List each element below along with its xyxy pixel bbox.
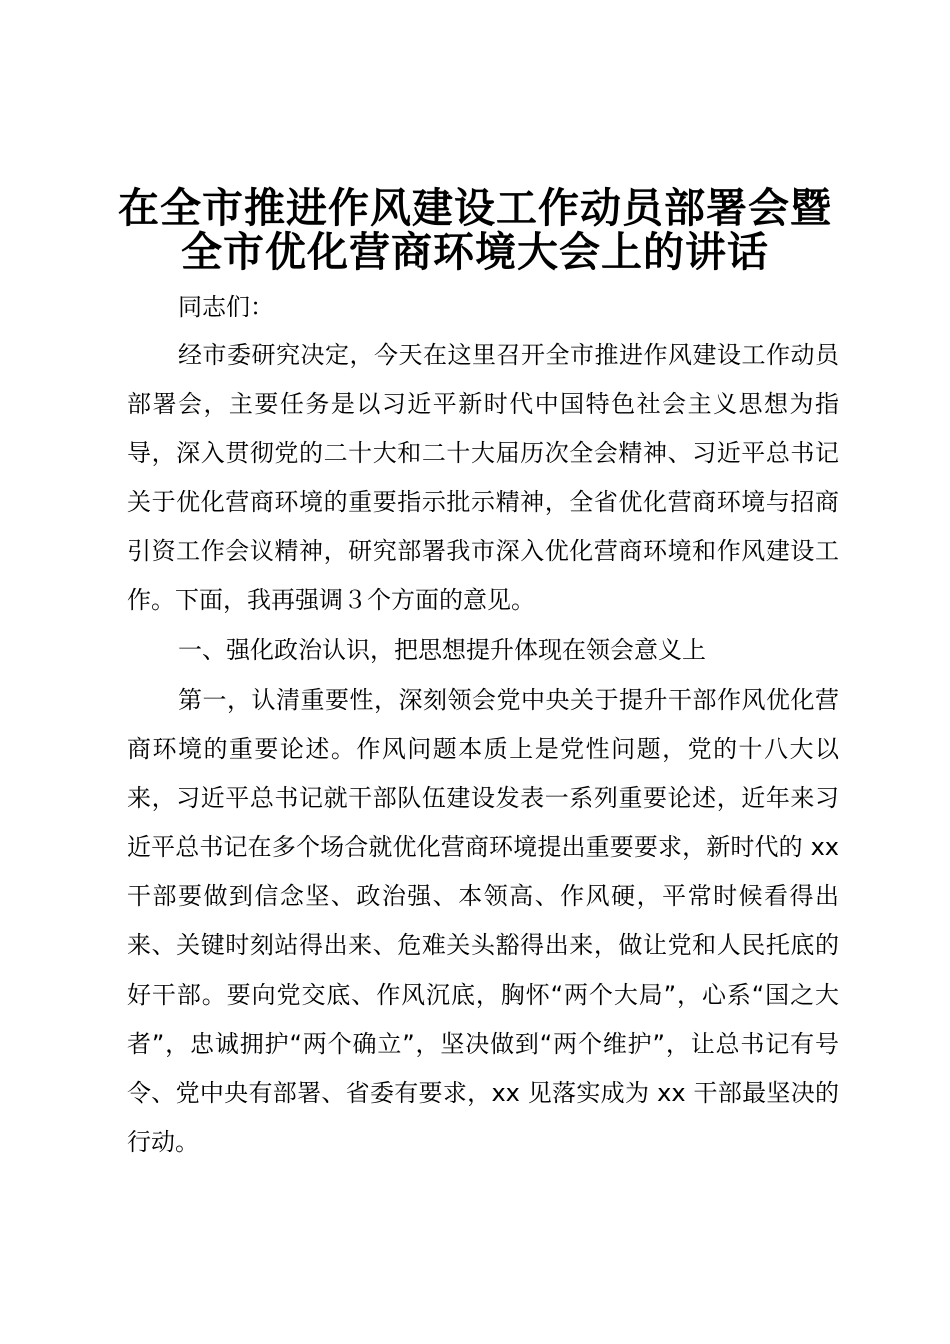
paragraph-first-point: 第一，认清重要性，深刻领会党中央关于提升干部作风优化营商环境的重要论述。作风问题本质上是党性问题，党的十八大以来，习近平总书记就干部队伍建设发表一系列重要论述，近年来习近平总书记在多个场合就优化营商环境提出重要要求，新时代的 xx 干部要做到信念坚、政治强、本领高、作风硬，平常时候看得出来、关键时刻站得出来、危难关头豁得出来，做让党和人民托底的好干部。要向党交底、作风沉底，胸怀“两个大局”，心系“国之大者”，忠诚拥护“两个确立”，坚决做到“两个维护”，让总书记有号令、党中央有部署、省委有要求，xx 见落实成为 xx 干部最坚决的行动。 xyxy=(127,686,839,1156)
section-heading: 一、强化政治认识，把思想提升体现在领会意义上 xyxy=(178,636,706,664)
document-title xyxy=(100,183,850,277)
title-line-2: 全市优化营商环境大会上的讲话 xyxy=(181,228,769,276)
title-line-1: 在全市推进作风建设工作动员部署会暨 xyxy=(118,184,832,232)
salutation: 同志们： xyxy=(178,293,274,321)
paragraph-intro: 经市委研究决定，今天在这里召开全市推进作风建设工作动员部署会，主要任务是以习近平新时代中国特色社会主义思想为指导，深入贯彻党的二十大和二十大届历次全会精神、习近平总书记关于优化营商环境的重要指示批示精神，全省优化营商环境与招商引资工作会议精神，研究部署我市深入优化营商环境和作风建设工作。下面，我再强调３个方面的意见。 xyxy=(127,341,839,615)
